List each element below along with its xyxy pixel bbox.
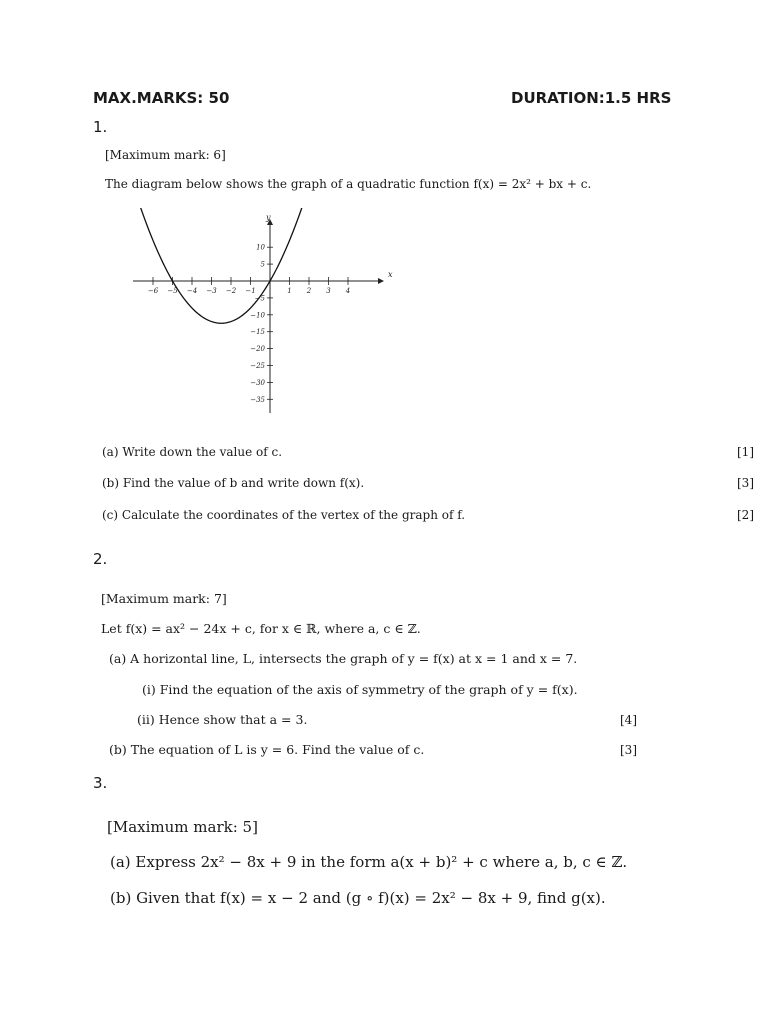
x-tick-label: −1 — [245, 287, 256, 295]
question-3-number: 3. — [93, 774, 108, 792]
y-tick-label: −30 — [250, 378, 265, 387]
x-axis-label: x — [388, 270, 393, 279]
y-tick-label: −15 — [250, 328, 265, 337]
y-tick-label: 10 — [256, 243, 265, 252]
question-1-part-c-marks: [2] — [737, 508, 754, 522]
y-tick-label: −25 — [250, 362, 265, 370]
question-1-part-b-marks: [3] — [737, 476, 754, 490]
question-3-part-b: (b) Given that f(x) = x − 2 and (g ∘ f)(x) = 2x² − 8x + 9, find g(x). — [110, 889, 606, 907]
question-1-part-c: (c) Calculate the coordinates of the vertex of the graph of f. — [102, 508, 466, 522]
x-tick-label: −3 — [206, 287, 217, 295]
question-1-intro: The diagram below shows the graph of a quadratic function f(x) = 2x² + bx + c. — [105, 177, 592, 191]
question-2-part-a: (a) A horizontal line, L, intersects the graph of y = f(x) at x = 1 and x = 7. — [109, 651, 578, 666]
x-tick-label: −5 — [167, 287, 178, 295]
question-2-number: 2. — [93, 550, 108, 568]
x-tick-label: −6 — [147, 287, 159, 295]
y-tick-label: 5 — [260, 260, 265, 269]
question-2-intro: Let f(x) = ax² − 24x + c, for x ∈ ℝ, where a, c ∈ ℤ. — [101, 621, 421, 636]
x-tick-label: 1 — [287, 287, 292, 295]
x-tick-label: 2 — [306, 287, 312, 295]
question-1-number: 1. — [93, 118, 108, 136]
duration: DURATION:1.5 HRS — [511, 89, 672, 107]
max-marks: MAX.MARKS: 50 — [93, 89, 230, 107]
x-axis-arrow — [378, 278, 384, 284]
question-2-part-a-marks: [4] — [620, 713, 637, 727]
y-axis-label: y — [266, 213, 271, 222]
question-1-part-b: (b) Find the value of b and write down f(x). — [102, 476, 365, 490]
question-1-part-a: (a) Write down the value of c. — [102, 445, 283, 459]
x-tick-label: −2 — [225, 287, 237, 295]
question-1-part-a-marks: [1] — [737, 445, 754, 459]
y-tick-label: −10 — [250, 311, 265, 320]
quadratic-graph — [128, 208, 398, 420]
x-tick-label: −4 — [186, 287, 198, 295]
parabola-curve — [134, 208, 368, 323]
y-tick-label: −35 — [250, 395, 265, 404]
question-3-max-mark: [Maximum mark: 5] — [107, 818, 258, 836]
graph-layer — [133, 208, 393, 413]
x-tick-label: 4 — [345, 287, 351, 295]
question-2-part-a-ii: (ii) Hence show that a = 3. — [137, 712, 308, 727]
y-tick-label: −5 — [254, 294, 265, 303]
question-3-part-a: (a) Express 2x² − 8x + 9 in the form a(x + b)² + c where a, b, c ∈ ℤ. — [110, 853, 628, 871]
question-1-max-mark: [Maximum mark: 6] — [105, 148, 226, 162]
question-2-part-b: (b) The equation of L is y = 6. Find the value of c. — [109, 742, 425, 757]
question-2-max-mark: [Maximum mark: 7] — [101, 591, 227, 606]
question-2-part-a-i: (i) Find the equation of the axis of symmetry of the graph of y = f(x). — [142, 682, 578, 697]
y-tick-label: −20 — [250, 345, 265, 354]
x-tick-label: 3 — [326, 287, 331, 295]
question-2-part-b-marks: [3] — [620, 743, 637, 757]
